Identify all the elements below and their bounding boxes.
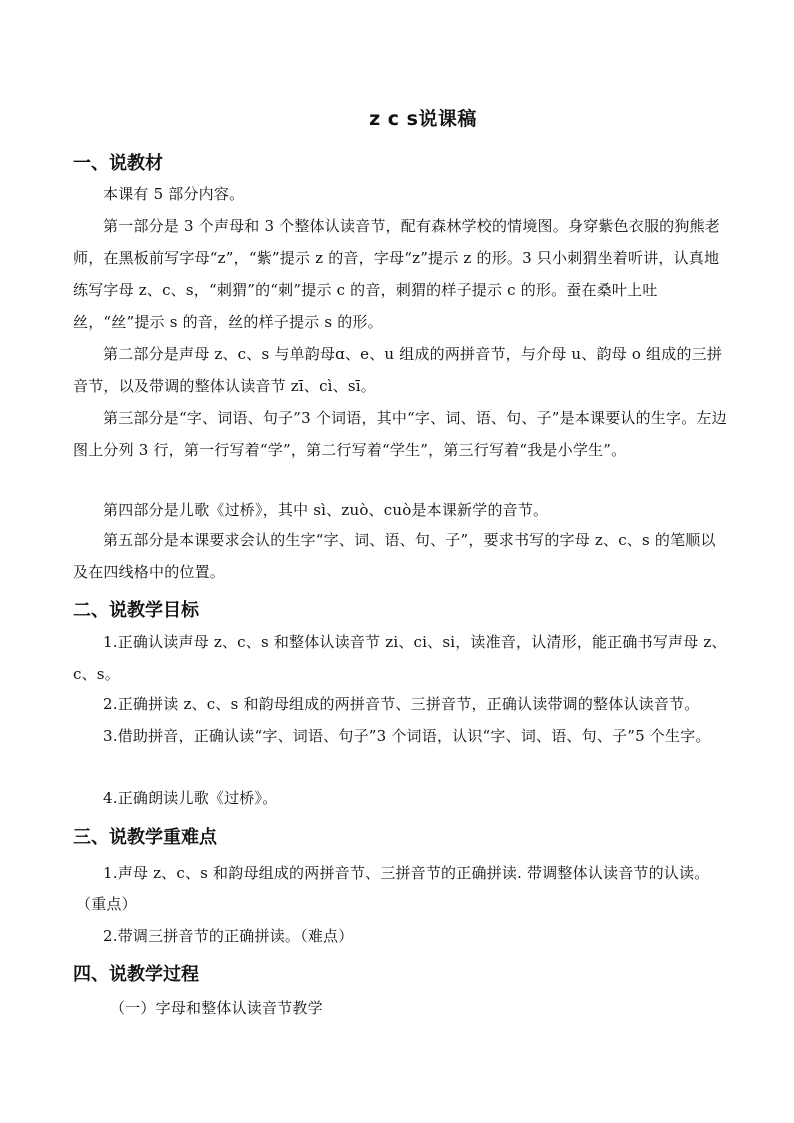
section-heading-teaching-material: 一、说教材 <box>73 153 163 174</box>
key-point-1: 1.声母 z、c、s 和韵母组成的两拼音节、三拼音节的正确拼读. 带调整体认读音节的认读。 <box>103 864 710 882</box>
paragraph-part-three: 第三部分是“字、词语、句子”3 个词语，其中“字、词、语、句、子”是本课要认的生字。左边图上分列 3 行，第一行写着“学”，第二行写着“学生”，第三行写着“我是小学生”。 <box>73 409 727 459</box>
paragraph-part-five: 第五部分是本课要求会认的生字“字、词、语、句、子”，要求书写的字母 z、c、s 的笔顺以及在四线格中的位置。 <box>73 531 716 581</box>
key-point-2: 2.带调三拼音节的正确拼读。（难点） <box>103 927 354 945</box>
section-heading-key-points: 三、说教学重难点 <box>73 827 217 848</box>
paragraph-part-two: 第二部分是声母 z、c、s 与单韵母ɑ、e、u 组成的两拼音节，与介母 u、韵母 o 组成的三拼音节，以及带调的整体认读音节 zī、cì、sī。 <box>73 345 723 395</box>
goal-item-3: 3.借助拼音，正确认读“字、词语、句子”3 个词语，认识“字、词、语、句、子”5 个生字。 <box>103 727 711 745</box>
paragraph-part-one: 第一部分是 3 个声母和 3 个整体认读音节，配有森林学校的情境图。身穿紫色衣服的狗熊老师，在黑板前写字母“z”，“紫”提示 z 的音，字母“z”提示 z 的形。3 只小刺猬坐着听讲，认真地练写字母 z、c、s，“刺猬”的“刺”提示 c 的音，刺猬的样子提示 c 的形。蚕在桑叶上吐丝，“丝”提示 s 的音，丝的样子提示 s 的形。 <box>73 217 720 331</box>
goal-item-2: 2.正确拼读 z、c、s 和韵母组成的两拼音节、三拼音节，正确认读带调的整体认读音节。 <box>103 695 700 713</box>
paragraph-part-four: 第四部分是儿歌《过桥》，其中 sì、zuò、cuò是本课新学的音节。 <box>103 501 549 519</box>
section-heading-teaching-process: 四、说教学过程 <box>73 964 199 985</box>
page-title: z c s说课稿 <box>369 108 477 130</box>
goal-item-4: 4.正确朗读儿歌《过桥》。 <box>103 789 278 807</box>
paragraph-intro: 本课有 5 部分内容。 <box>103 185 245 203</box>
goal-item-1: 1.正确认读声母 z、c、s 和整体认读音节 zi、ci、si，读准音，认清形，能正确书写声母 z、c、s。 <box>73 633 727 683</box>
section-heading-teaching-goals: 二、说教学目标 <box>73 600 199 621</box>
subsection-heading-letters: （一）字母和整体认读音节教学 <box>110 999 323 1017</box>
key-point-1-tag: （重点） <box>76 895 137 913</box>
